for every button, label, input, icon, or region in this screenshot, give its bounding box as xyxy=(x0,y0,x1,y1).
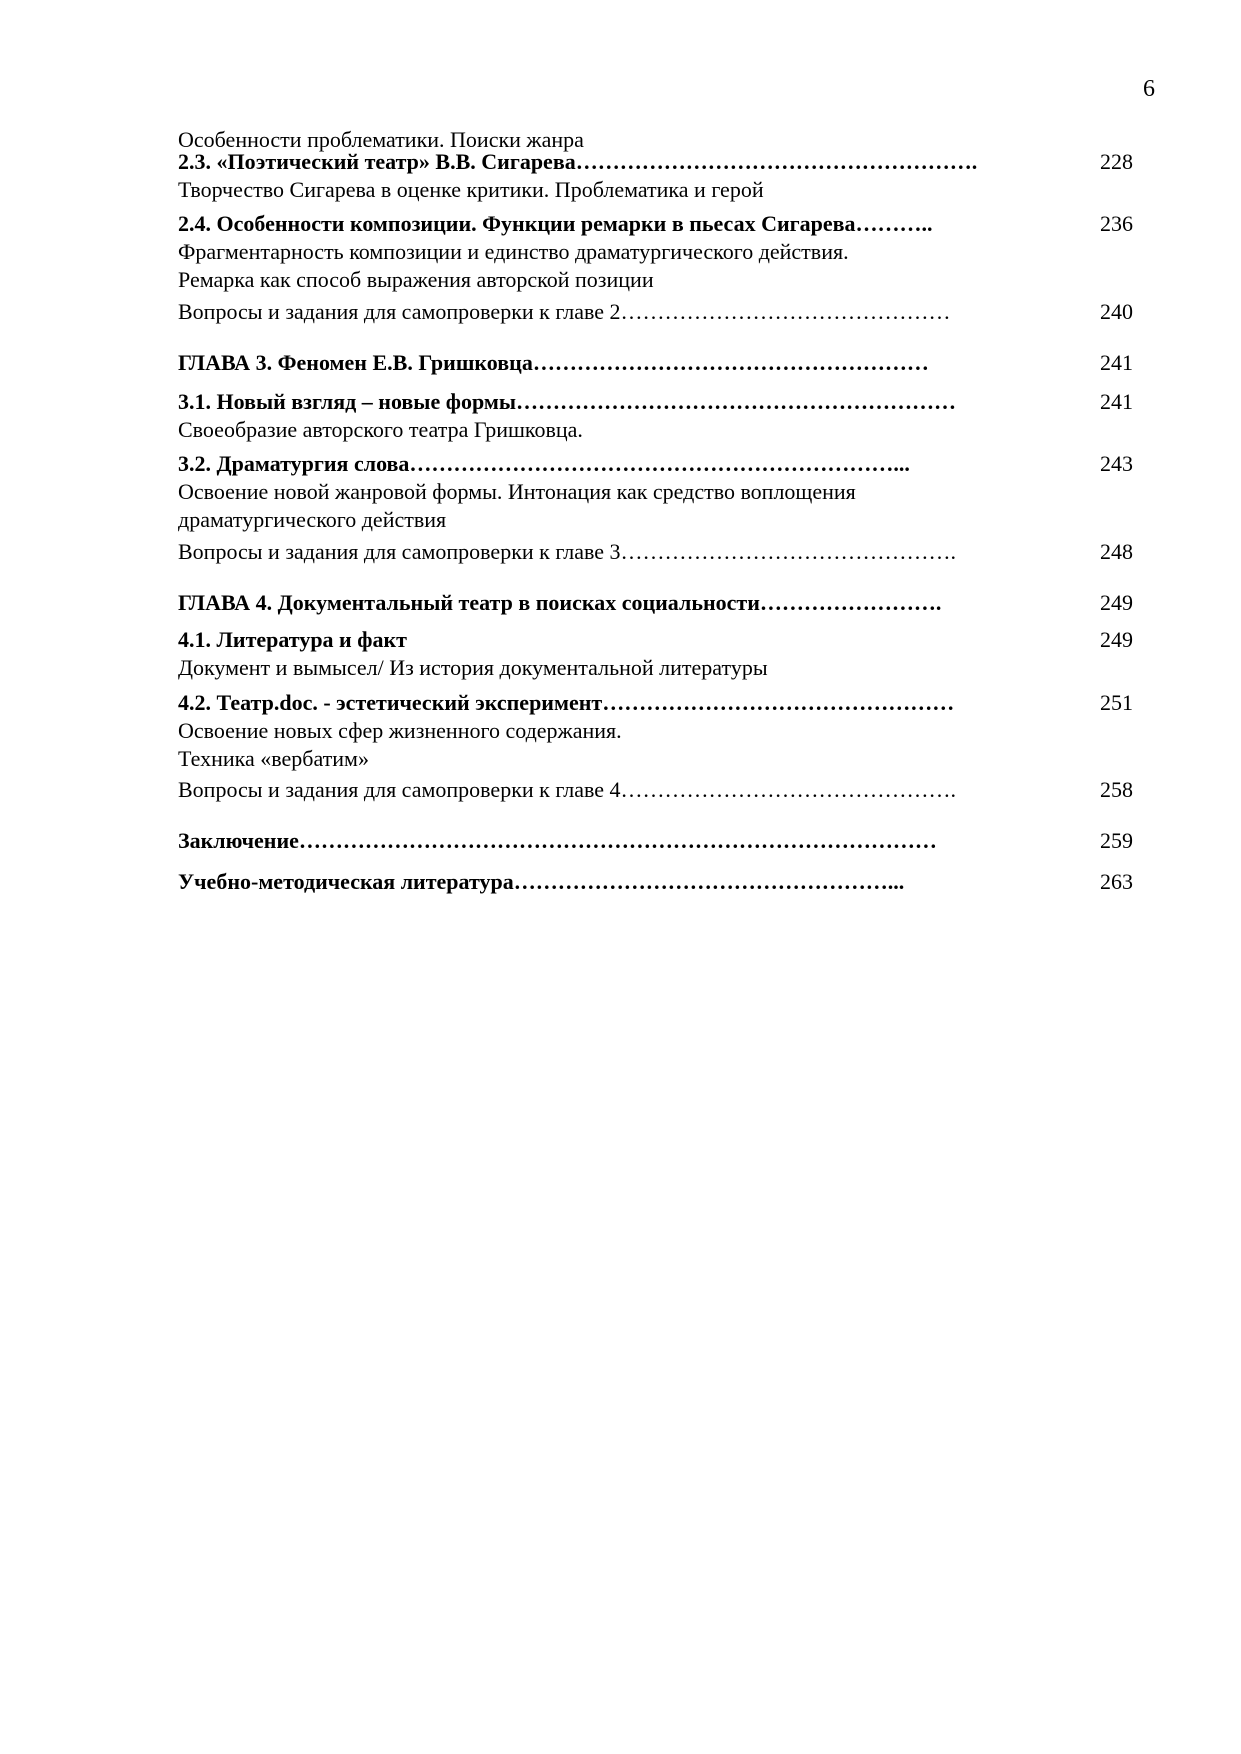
toc-entry[interactable] xyxy=(178,388,1133,444)
toc-page-number: 241 xyxy=(1100,389,1133,414)
toc-entry-description: Ремарка как способ выражения авторской позиции xyxy=(178,267,654,292)
toc-entry-description: Техника «вербатим» xyxy=(178,746,369,771)
toc-entry-title[interactable]: ГЛАВА 3. Феномен Е.В. Гришковца xyxy=(178,350,533,375)
toc-entry[interactable] xyxy=(178,589,1133,617)
toc-page-number: 241 xyxy=(1100,350,1133,375)
toc-entry-description: драматургического действия xyxy=(178,507,447,532)
toc-entry-title[interactable]: 4.2. Театр.doc. - эстетический эксперимент xyxy=(178,690,603,715)
toc-entry-title[interactable]: 2.4. Особенности композиции. Функции ремарки в пьесах Сигарева xyxy=(178,211,856,236)
toc-entry-description: Фрагментарность композиции и единство драматургического действия. xyxy=(178,239,849,264)
toc-leader-dots: ………………………………………. xyxy=(620,539,957,564)
toc-entry[interactable] xyxy=(178,538,1133,566)
toc-page-number: 258 xyxy=(1100,777,1133,802)
toc-entry[interactable] xyxy=(178,776,1133,804)
toc-entry-title[interactable]: ГЛАВА 4. Документальный театр в поисках социальности xyxy=(178,590,760,615)
toc-leader-dots: ………………………………………… xyxy=(602,690,955,715)
toc-entry-title[interactable]: 4.1. Литература и факт xyxy=(178,627,407,652)
toc-leader-dots: …………………………………………………………... xyxy=(409,451,910,476)
toc-page-number: 248 xyxy=(1100,539,1133,564)
toc-leader-dots: ……………………. xyxy=(759,590,942,615)
toc-page-number: 243 xyxy=(1100,451,1133,476)
toc-leader-dots: ………………………………………. xyxy=(620,777,957,802)
toc-entry-description: Документ и вымысел/ Из история документальной литературы xyxy=(178,655,768,680)
toc-page-number: 236 xyxy=(1100,211,1133,236)
toc-page-number: 228 xyxy=(1100,149,1133,174)
toc-page-number: 240 xyxy=(1100,299,1133,324)
toc-page-number: 249 xyxy=(1100,590,1133,615)
toc-leader-dots: ……………………………………… xyxy=(620,299,951,324)
toc-entry[interactable] xyxy=(178,148,1133,204)
toc-page-number: 249 xyxy=(1100,627,1133,652)
toc-entry-title[interactable]: Вопросы и задания для самопроверки к главе 2 xyxy=(178,299,621,324)
toc-entry[interactable] xyxy=(178,210,1133,294)
toc-entry-title[interactable]: Заключение xyxy=(178,828,299,853)
toc-leader-dots: …………………………………………………………………………… xyxy=(298,828,937,853)
toc-page-number: 259 xyxy=(1100,828,1133,853)
toc-entry-description: Творчество Сигарева в оценке критики. Проблематика и герой xyxy=(178,177,764,202)
toc-entry-title[interactable]: 2.3. «Поэтический театр» В.В. Сигарева xyxy=(178,149,576,174)
toc-entry-title[interactable]: Вопросы и задания для самопроверки к главе 3 xyxy=(178,539,621,564)
toc-entry[interactable] xyxy=(178,349,1133,377)
toc-entry[interactable] xyxy=(178,626,1133,682)
toc-entry-description: Своеобразие авторского театра Гришковца. xyxy=(178,417,583,442)
toc-entry-description: Особенности проблематики. Поиски жанра xyxy=(178,127,584,152)
toc-entry-title[interactable]: 3.2. Драматургия слова xyxy=(178,451,410,476)
page-number: 6 xyxy=(1143,76,1155,102)
toc-leader-dots: ……………………………………………… xyxy=(532,350,929,375)
toc-entry-title[interactable]: Учебно-методическая литература xyxy=(178,869,514,894)
toc-page-number: 263 xyxy=(1100,869,1133,894)
toc-leader-dots: ……….. xyxy=(855,211,933,236)
toc-entry[interactable] xyxy=(178,689,1133,773)
toc-leader-dots: ……………………………………………... xyxy=(513,869,905,894)
toc-entry-title[interactable]: Вопросы и задания для самопроверки к главе 4 xyxy=(178,777,621,802)
toc-entry[interactable] xyxy=(178,298,1133,326)
toc-leader-dots: …………………………………………………… xyxy=(516,389,957,414)
toc-entry-title[interactable]: 3.1. Новый взгляд – новые формы xyxy=(178,389,517,414)
toc-page-number: 251 xyxy=(1100,690,1133,715)
toc-entry[interactable] xyxy=(178,868,1133,896)
toc-entry[interactable] xyxy=(178,827,1133,855)
toc-entry-description: Освоение новой жанровой формы. Интонация как средство воплощения xyxy=(178,479,856,504)
toc-leader-dots: ………………………………………………. xyxy=(575,149,978,174)
toc-entry[interactable] xyxy=(178,450,1133,534)
toc-entry-description: Освоение новых сфер жизненного содержания. xyxy=(178,718,622,743)
